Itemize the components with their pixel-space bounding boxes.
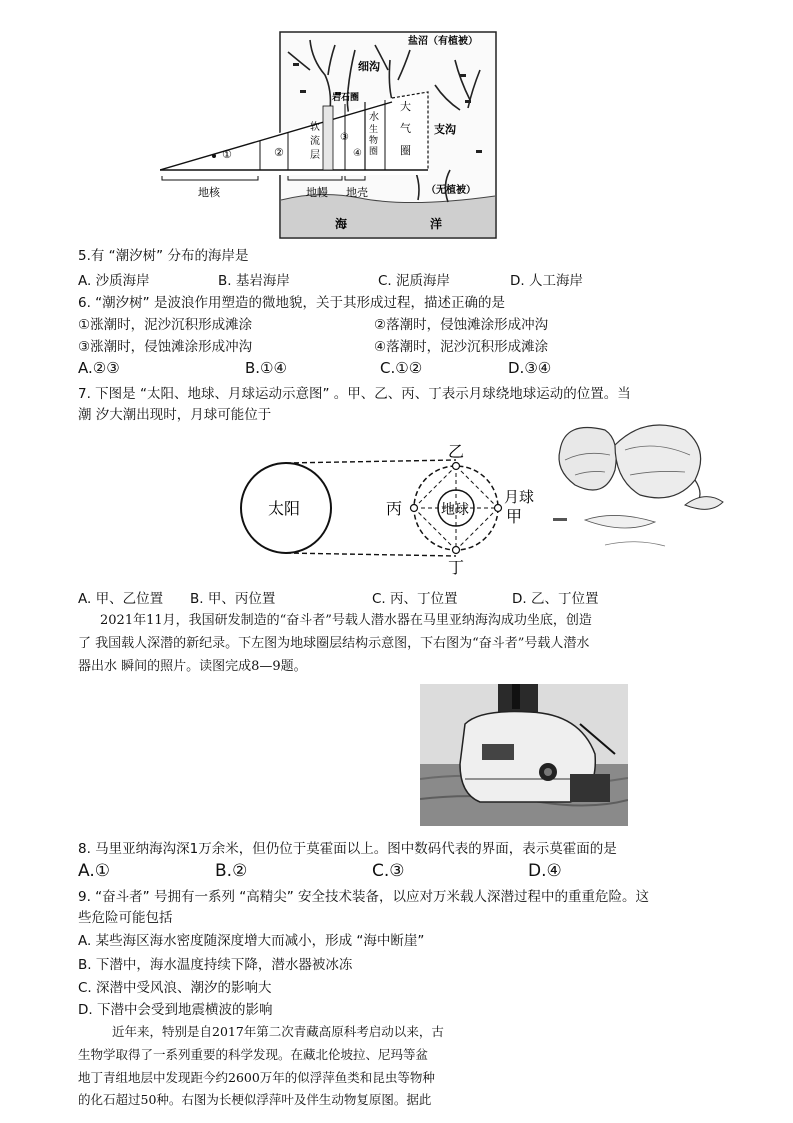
marker-3: ③ (340, 132, 349, 143)
q9-stem-line2: 些危险可能包括 (78, 910, 173, 926)
mantle-label: 地幔 (306, 186, 328, 199)
atmos-qi-label: 气 (400, 122, 411, 135)
rill-label: 细沟 (358, 60, 380, 73)
bio2-label: 物 (369, 136, 379, 146)
atmos-quan-label: 圈 (400, 144, 411, 157)
layer-label: 层 (310, 150, 320, 161)
moon-pos-bing: 丙 (386, 499, 403, 518)
q5-stem: 5.有 “潮汐树” 分布的海岸是 (78, 248, 249, 264)
duckweed-illustration (545, 410, 735, 560)
passage89-line1: 2021年11月，我国研发制造的“奋斗者”号载人潜水器在马里亚纳海沟成功坐底，创造 (100, 613, 592, 628)
marker-2: ② (274, 146, 284, 159)
bio1-label: 生 (369, 125, 379, 135)
q6-option-a[interactable]: A.②③ (78, 359, 120, 377)
branch-channel-label: 支沟 (434, 123, 456, 136)
moon-pos-yi: 乙 (448, 442, 465, 461)
q9-option-b[interactable]: B. 下潜中，海水温度持续下降，潜水器被冰冻 (78, 957, 353, 973)
q9-option-a[interactable]: A. 某些海区海水密度随深度增大而减小，形成 “海中断崖” (78, 933, 425, 949)
sea-label: 海 (335, 217, 348, 231)
q5-option-b[interactable]: B. 基岩海岸 (218, 273, 290, 289)
sun-earth-moon-diagram (236, 440, 556, 580)
passage-last-line4: 的化石超过50种。右图为长梗似浮萍叶及伴生动物复原图。据此 (78, 1092, 432, 1107)
q8-option-a[interactable]: A.① (78, 861, 110, 881)
lithosphere-label: 岩石圈 (332, 93, 360, 103)
q9-option-d[interactable]: D. 下潜中会受到地震横波的影响 (78, 1002, 273, 1018)
q6-item-3: ③涨潮时，侵蚀滩涂形成冲沟 (78, 339, 253, 355)
no-vegetation-label: （无植被） (426, 185, 476, 196)
passage-last-line3: 地丁青组地层中发现距今约2600万年的似浮萍鱼类和昆虫等物种 (78, 1070, 435, 1085)
q7-option-a[interactable]: A. 甲、乙位置 (78, 591, 164, 607)
saltmarsh-label: 盐沼（有植被） (408, 36, 478, 47)
q8-option-b[interactable]: B.② (215, 861, 248, 881)
q7-option-d[interactable]: D. 乙、丁位置 (512, 591, 599, 607)
ocean-label: 洋 (430, 217, 443, 231)
q6-item-2: ②落潮时，侵蚀滩涂形成冲沟 (374, 317, 549, 333)
passage89-line3: 器出水 瞬间的照片。读图完成8—9题。 (78, 659, 307, 674)
q6-item-1: ①涨潮时，泥沙沉积形成滩涂 (78, 317, 253, 333)
q9-option-c[interactable]: C. 深潜中受风浪、潮汐的影响大 (78, 980, 272, 996)
q9-stem-line1: 9. “奋斗者” 号拥有一系列 “高精尖” 安全技术装备，以应对万米载人深潜过程中的重重危险。这 (78, 889, 650, 905)
q7-stem-line1: 7. 下图是 “太阳、地球、月球运动示意图” 。甲、乙、丙、丁表示月球绕地球运动的位置。当 (78, 386, 631, 402)
earth-layers-figure (160, 30, 500, 242)
q7-option-c[interactable]: C. 丙、丁位置 (372, 591, 458, 607)
soft-label: 软 (310, 122, 320, 133)
moon-label: 月球 (504, 488, 535, 506)
marker-4: ④ (353, 148, 362, 159)
atmos-da-label: 大 (400, 100, 411, 113)
q8-option-d[interactable]: D.④ (528, 861, 562, 881)
q7-option-b[interactable]: B. 甲、丙位置 (190, 591, 276, 607)
submersible-photo (420, 684, 628, 826)
moon-pos-jia: 甲 (506, 507, 523, 526)
q5-option-c[interactable]: C. 泥质海岸 (378, 273, 451, 289)
moon-pos-ding: 丁 (448, 558, 465, 577)
passage-last-line2: 生物学取得了一系列重要的科学发现。在藏北伦坡拉、尼玛等盆 (78, 1047, 429, 1062)
q8-stem: 8. 马里亚纳海沟深1万余米，但仍位于莫霍面以上。图中数码代表的界面，表示莫霍面的是 (78, 841, 617, 857)
sun-label: 太阳 (268, 499, 301, 518)
q6-item-4: ④落潮时，泥沙沉积形成滩涂 (374, 339, 549, 355)
passage-last-line1: 近年来，特别是自2017年第二次青藏高原科考启动以来，古 (112, 1024, 444, 1039)
q5-option-a[interactable]: A. 沙质海岸 (78, 273, 150, 289)
water-label: 水 (369, 112, 379, 123)
q8-option-c[interactable]: C.③ (372, 861, 405, 881)
q6-option-d[interactable]: D.③④ (508, 359, 552, 377)
core-label: 地核 (198, 186, 220, 199)
passage89-line2: 了 我国载人深潜的新纪录。下左图为地球圈层结构示意图，下右图为“奋斗者”号载人潜水 (78, 636, 590, 651)
bio3-label: 圈 (369, 147, 379, 157)
q6-option-b[interactable]: B.①④ (245, 359, 287, 377)
marker-1: ① (222, 148, 232, 161)
crust-label: 地壳 (346, 186, 368, 199)
flow-label: 流 (310, 136, 320, 147)
q7-stem-line2: 潮 汐大潮出现时，月球可能位于 (78, 407, 272, 423)
q5-option-d[interactable]: D. 人工海岸 (510, 273, 583, 289)
earth-label: 地球 (441, 502, 469, 518)
q6-stem: 6. “潮汐树” 是波浪作用塑造的微地貌，关于其形成过程，描述正确的是 (78, 295, 505, 311)
q6-option-c[interactable]: C.①② (380, 359, 423, 377)
